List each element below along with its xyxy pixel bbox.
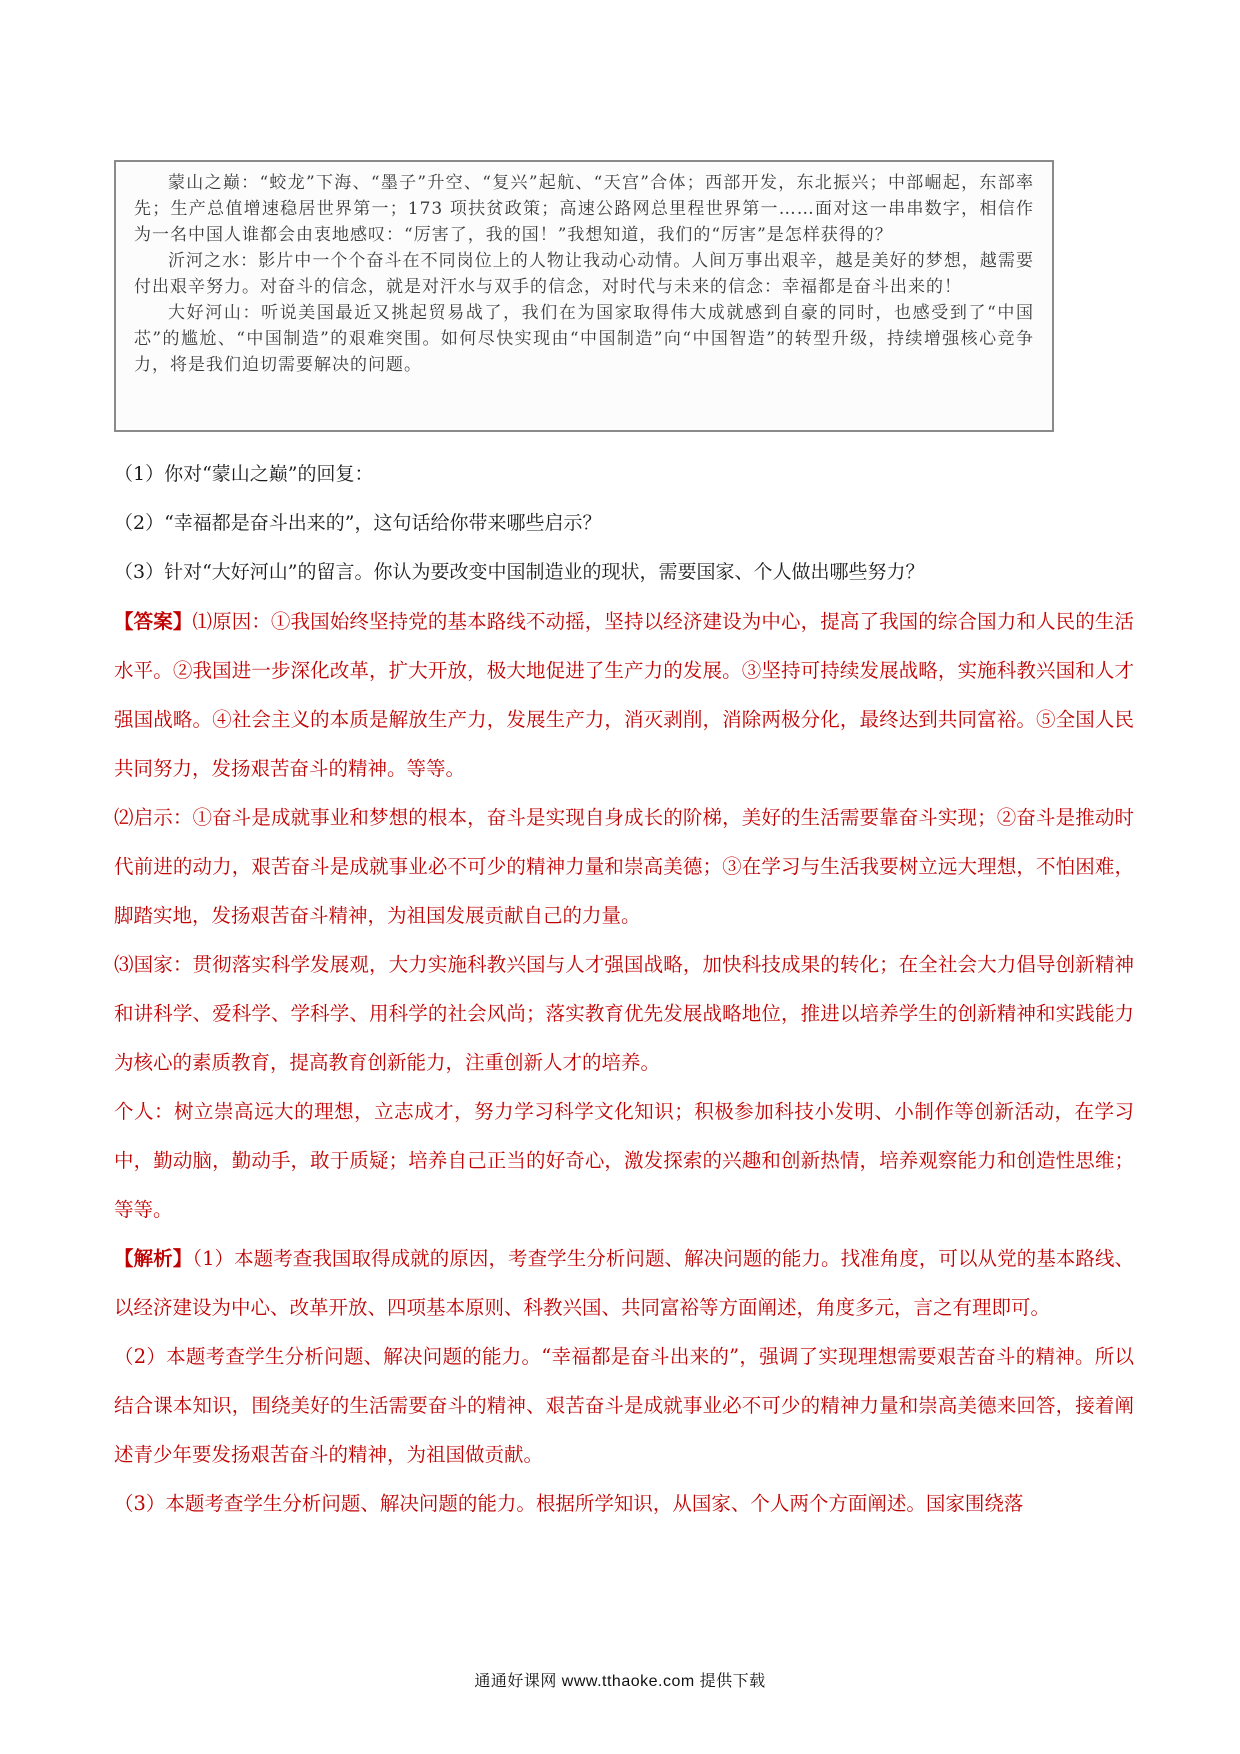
answer-part-1 — [114, 597, 1134, 793]
answer-tag: 【答案】 — [114, 610, 193, 633]
analysis-tag: 【解析】 — [114, 1247, 193, 1270]
questions-list — [114, 450, 1134, 597]
question-1: （1）你对“蒙山之巅”的回复： — [114, 463, 374, 485]
footer-source: 通通好课网 www.tthaoke.com 提供下载 — [474, 1673, 766, 1690]
material-paragraph-yihe: 沂河之水：影片中一个个奋斗在不同岗位上的人物让我动心动情。人间万事出艰辛，越是美好的梦想，越需要付出艰辛努力。对奋斗的信念，就是对汗水与双手的信念，对时代与未来的信念：幸福都是奋斗出来的！ — [134, 251, 1034, 297]
analysis-part-1 — [114, 1234, 1134, 1332]
analysis-part-3: （3）本题考查学生分析问题、解决问题的能力。根据所学知识，从国家、个人两个方面阐述。国家围绕落 — [114, 1492, 1024, 1515]
answer-part-2: ⑵启示：①奋斗是成就事业和梦想的根本，奋斗是实现自身成长的阶梯，美好的生活需要靠奋斗实现；②奋斗是推动时代前进的动力，艰苦奋斗是成就事业必不可少的精神力量和崇高美德；③在学习与生活我要树立远大理想，不怕困难，脚踏实地，发扬艰苦奋斗精神，为祖国发展贡献自己的力量。 — [114, 806, 1134, 927]
analysis-part-2: （2）本题考查学生分析问题、解决问题的能力。“幸福都是奋斗出来的”，强调了实现理想需要艰苦奋斗的精神。所以结合课本知识，围绕美好的生活需要奋斗的精神、艰苦奋斗是成就事业必不可少的精神力量和崇高美德来回答，接着阐述青少年要发扬艰苦奋斗的精神，为祖国做贡献。 — [114, 1345, 1134, 1466]
answer-part-1-text: ⑴原因：①我国始终坚持党的基本路线不动摇，坚持以经济建设为中心，提高了我国的综合国力和人民的生活水平。②我国进一步深化改革，扩大开放，极大地促进了生产力的发展。③坚持可持续发展战略，实施科教兴国和人才强国战略。④社会主义的本质是解放生产力，发展生产力，消灭剥削，消除两极分化，最终达到共同富裕。⑤全国人民共同努力，发扬艰苦奋斗的精神。等等。 — [114, 610, 1134, 780]
material-paragraph-mengshan: 蒙山之巅：“蛟龙”下海、“墨子”升空、“复兴”起航、“天宫”合体；西部开发，东北振兴；中部崛起，东部率先；生产总值增速稳居世界第一；173 项扶贫政策；高速公路网总里程世界第一……面对这一串串数字，相信作为一名中国人谁都会由衷地感叹：“厉害了，我的国！”我想知道，我们的“厉害”是怎样获得的？ — [134, 173, 1034, 245]
material-box — [114, 160, 1054, 432]
question-3: （3）针对“大好河山”的留言。你认为要改变中国制造业的现状，需要国家、个人做出哪些努力？ — [114, 561, 925, 583]
answer-part-3-individual: 个人：树立崇高远大的理想，立志成才，努力学习科学文化知识；积极参加科技小发明、小制作等创新活动，在学习中，勤动脑，勤动手，敢于质疑；培养自己正当的好奇心，激发探索的兴趣和创新热情，培养观察能力和创造性思维；等等。 — [114, 1100, 1134, 1221]
answer-part-3-country: ⑶国家：贯彻落实科学发展观，大力实施科教兴国与人才强国战略，加快科技成果的转化；在全社会大力倡导创新精神和讲科学、爱科学、学科学、用科学的社会风尚；落实教育优先发展战略地位，推进以培养学生的创新精神和实践能力为核心的素质教育，提高教育创新能力，注重创新人才的培养。 — [114, 953, 1134, 1074]
question-2: （2）“幸福都是奋斗出来的”，这句话给你带来哪些启示？ — [114, 512, 602, 534]
answer-section — [114, 597, 1134, 1528]
analysis-part-1-text: （1）本题考查我国取得成就的原因，考查学生分析问题、解决问题的能力。找准角度，可以从党的基本路线、以经济建设为中心、改革开放、四项基本原则、科教兴国、共同富裕等方面阐述，角度多元，言之有理即可。 — [114, 1247, 1134, 1319]
material-paragraph-dahaoheshan: 大好河山：听说美国最近又挑起贸易战了，我们在为国家取得伟大成就感到自豪的同时，也感受到了“中国芯”的尴尬、“中国制造”的艰难突围。如何尽快实现由“中国制造”向“中国智造”的转型升级，持续增强核心竞争力，将是我们迫切需要解决的问题。 — [134, 303, 1034, 375]
